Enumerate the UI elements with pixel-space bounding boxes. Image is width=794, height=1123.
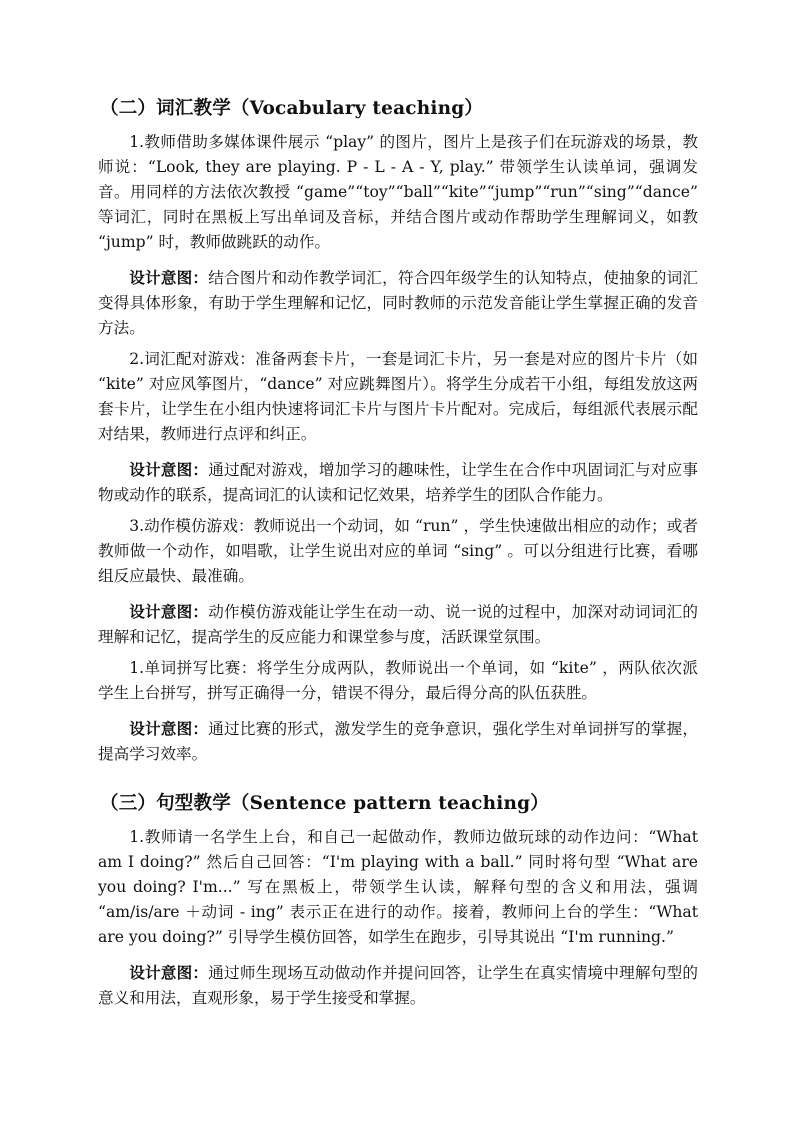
document-content — [98, 94, 698, 1011]
vocab-intent-2 — [98, 457, 698, 508]
vocab-paragraph-3: 3.动作模仿游戏：教师说出一个动词，如 “run” ，学生快速做出相应的动作；或者教师做一个动作，如唱歌，让学生说出对应的单词 “sing” 。可以分组进行比赛，看哪组反应最快、最准确。 — [98, 517, 698, 585]
section-heading-vocabulary: （二）词汇教学（Vocabulary teaching） — [100, 98, 484, 119]
vocab-paragraph-1: 1.教师借助多媒体课件展示 “play” 的图片，图片上是孩子们在玩游戏的场景，教师说：“Look, they are playing. P - L - A - Y, play.” 带领学生认读单词，强调发音。用同样的方法依次教授 “game”“toy”“ball”“kite”“jump”“run”“sing”“dance” 等词汇，同时在黑板上写出单词及音标，并结合图片或动作帮助学生理解词义，如教 “jump” 时，教师做跳跃的动作。 — [98, 133, 698, 251]
intent-label: 设计意图： — [129, 602, 209, 621]
sentence-paragraph-1: 1.教师请一名学生上台，和自己一起做动作，教师边做玩球的动作边问：“What am I doing?” 然后自己回答：“I'm playing with a ball.” 同时将句型 “What are you doing? I'm...” 写在黑板上，带领学生认读，解释句型的含义和用法，强调 “am/is/are ＋动词 - ing” 表示正在进行的动作。接着，教师问上台的学生：“What are you doing?” 引导学生模仿回答，如学生在跑步，引导其说出 “I'm running.” — [98, 828, 698, 946]
vocab-intent-4 — [98, 716, 698, 767]
vocab-intent-3 — [98, 599, 698, 650]
section-heading-sentence-pattern: （三）句型教学（Sentence pattern teaching） — [100, 793, 549, 814]
vocab-paragraph-2: 2.词汇配对游戏：准备两套卡片，一套是词汇卡片，另一套是对应的图片卡片（如 “kite” 对应风筝图片，“dance” 对应跳舞图片）。将学生分成若干小组，每组发放这两套卡片，让学生在小组内快速将词汇卡片与图片卡片配对。完成后，每组派代表展示配对结果，教师进行点评和纠正。 — [98, 350, 698, 443]
intent-text: 通过比赛的形式，激发学生的竞争意识，强化学生对单词拼写的掌握，提高学习效率。 — [98, 720, 698, 763]
vocab-intent-1 — [98, 265, 698, 341]
intent-text: 动作模仿游戏能让学生在动一动、说一说的过程中，加深对动词词汇的理解和记忆，提高学生的反应能力和课堂参与度，活跃课堂氛围。 — [98, 603, 698, 646]
intent-text: 结合图片和动作教学词汇，符合四年级学生的认知特点，使抽象的词汇变得具体形象，有助于学生理解和记忆，同时教师的示范发音能让学生掌握正确的发音方法。 — [98, 269, 698, 337]
intent-label: 设计意图： — [129, 719, 209, 738]
intent-label: 设计意图： — [129, 963, 209, 982]
intent-text: 通过师生现场互动做动作并提问回答，让学生在真实情境中理解句型的意义和用法，直观形象，易于学生接受和掌握。 — [98, 964, 698, 1007]
intent-label: 设计意图： — [129, 268, 209, 287]
intent-label: 设计意图： — [129, 460, 209, 479]
sentence-intent-1 — [98, 960, 698, 1011]
vocab-paragraph-4: 1.单词拼写比赛：将学生分成两队，教师说出一个单词，如 “kite” ，两队依次派学生上台拼写，拼写正确得一分，错误不得分，最后得分高的队伍获胜。 — [98, 659, 698, 702]
intent-text: 通过配对游戏，增加学习的趣味性，让学生在合作中巩固词汇与对应事物或动作的联系，提高词汇的认读和记忆效果，培养学生的团队合作能力。 — [98, 461, 698, 504]
